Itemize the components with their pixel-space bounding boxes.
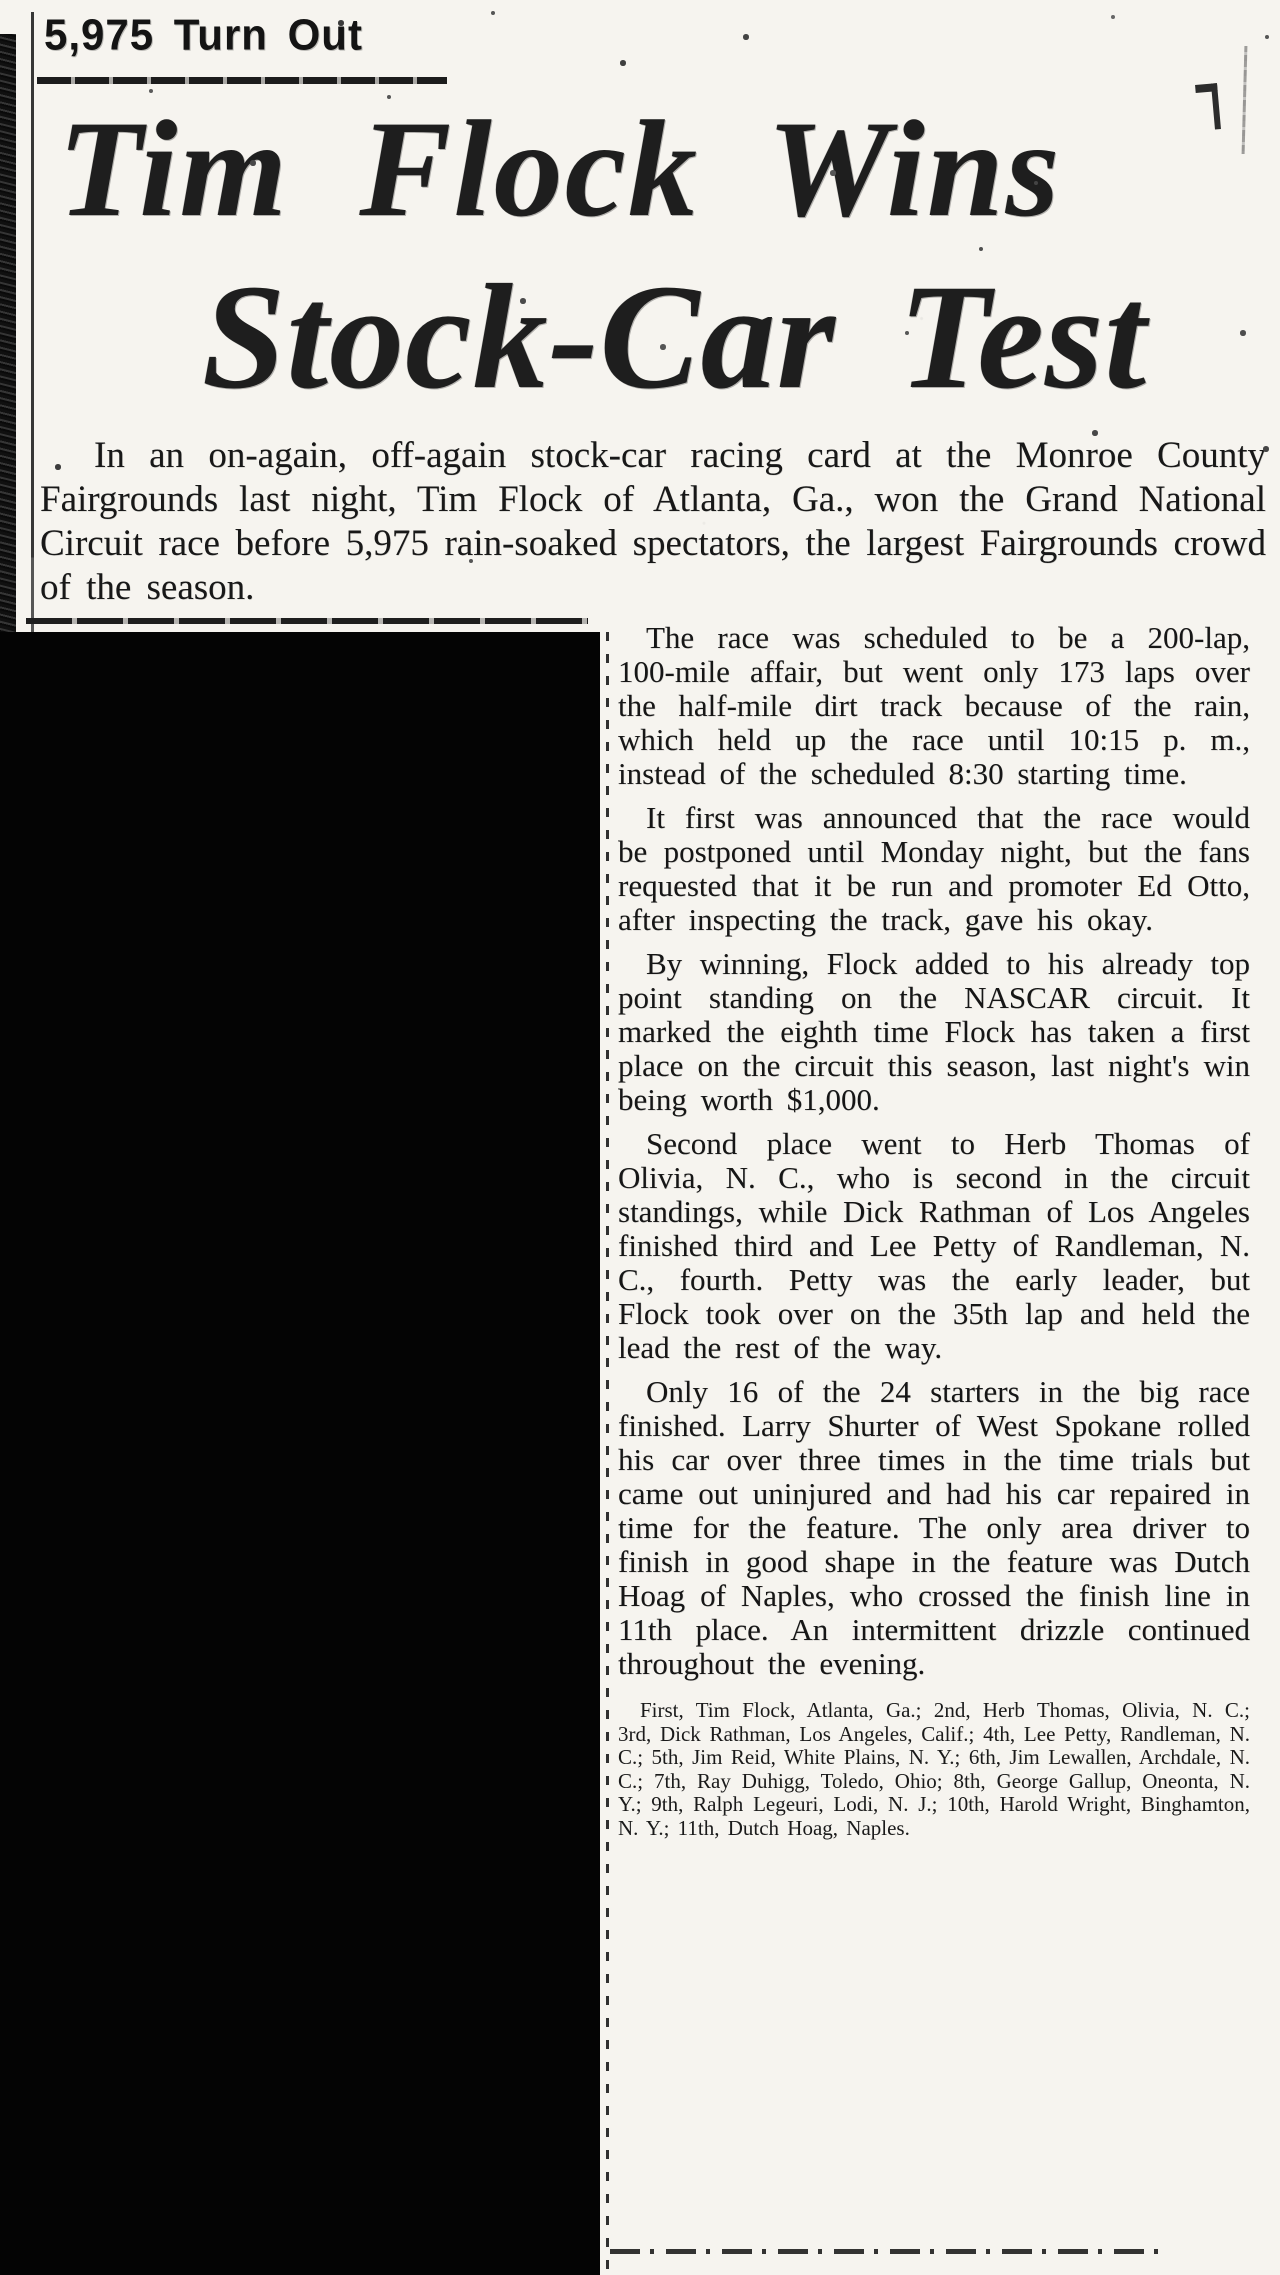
body-paragraph: It first was announced that the race would be postponed until Monday night, but the fans requested that it be run and promoter Ed Otto, after inspecting the track, gave his okay. xyxy=(618,800,1250,937)
section-divider-rule xyxy=(26,618,588,624)
left-column-rule xyxy=(31,12,34,632)
lead-paragraph: In an on-again, off-again stock-car racing card at the Monroe County Fairgrounds last night, Tim Flock of Atlanta, Ga., won the Grand National Circuit race before 5,975 rain-soaked spectators, the largest Fairgrounds crowd of the season. xyxy=(40,435,1266,608)
print-artifact-squiggle xyxy=(1242,46,1248,154)
print-speckles xyxy=(0,0,2,2)
article-body-column xyxy=(618,621,1250,1840)
left-edge-scan-strip xyxy=(0,34,16,632)
print-artifact-mark xyxy=(1195,83,1221,131)
race-results-agate: First, Tim Flock, Atlanta, Ga.; 2nd, Herb Thomas, Olivia, N. C.; 3rd, Dick Rathman, Los Angeles, Calif.; 4th, Lee Petty, Randleman, N. C.; 5th, Jim Reid, White Plains, N. Y.; 6th, Jim Lewallen, Archdale, N. C.; 7th, Ray Duhigg, Toledo, Ohio; 8th, George Gallup, Oneonta, N. Y.; 9th, Ralph Legeuri, Lodi, N. J.; 10th, Harold Wright, Binghamton, N. Y.; 11th, Dutch Hoag, Naples. xyxy=(618,1698,1250,1840)
body-paragraph: Only 16 of the 24 starters in the big race finished. Larry Shurter of West Spokane rolled his car over three times in the time trials but came out uninjured and had his car repaired in time for the feature. The only area driver to finish in good shape in the feature was Dutch Hoag of Naples, who crossed the finish line in 11th place. An intermittent drizzle continued throughout the evening. xyxy=(618,1374,1250,1681)
main-headline-line-1: Tim Flock Wins xyxy=(58,92,1062,245)
main-headline-line-2: Stock-Car Test xyxy=(202,254,1148,420)
body-paragraph: Second place went to Herb Thomas of Olivia, N. C., who is second in the circuit standings, while Dick Rathman of Los Angeles finished third and Lee Petty of Randleman, N. C., fourth. Petty was the early leader, but Flock took over on the 35th lap and held the lead the rest of the way. xyxy=(618,1126,1250,1365)
kicker-headline: 5,975 Turn Out xyxy=(44,10,363,59)
bottom-divider-rule xyxy=(610,2249,1162,2254)
photo-image xyxy=(0,632,600,2275)
body-paragraph: By winning, Flock added to his already top point standing on the NASCAR circuit. It marked the eighth time Flock has taken a first place on the circuit this season, last night's win being worth $1,000. xyxy=(618,946,1250,1117)
body-paragraph: The race was scheduled to be a 200-lap, 100-mile affair, but went only 173 laps over the half-mile dirt track because of the rain, which held up the race until 10:15 p. m., instead of the scheduled 8:30 starting time. xyxy=(618,620,1250,791)
kicker-underline-rule xyxy=(37,77,447,84)
column-divider-rule xyxy=(606,632,609,2275)
